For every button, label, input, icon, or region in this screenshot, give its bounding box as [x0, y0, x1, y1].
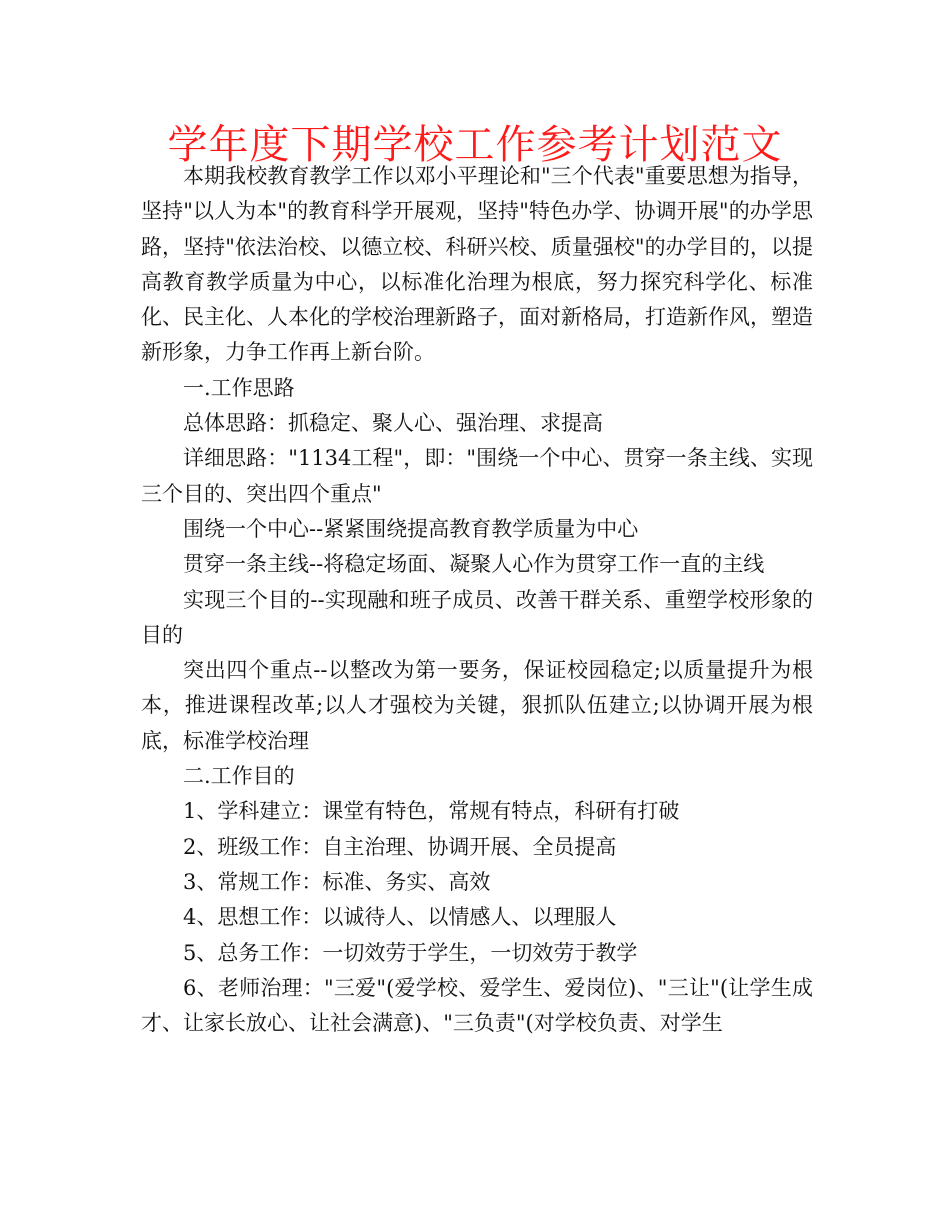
paragraph-one-mainline: 贯穿一条主线--将稳定场面、凝聚人心作为贯穿工作一直的主线 [183, 552, 765, 577]
paragraph-four-focuses: 突出四个重点--以整改为第一要务，保证校园稳定;以质量提升为根本，推进课程改革;以人才强校为关键，狠抓队伍建立;以协调开展为根底，标准学校治理 [141, 658, 813, 753]
list-item-class-work: 2、班级工作：自主治理、协调开展、全员提高 [183, 834, 617, 859]
document-body [141, 159, 813, 1041]
document-title: 学年度下期学校工作参考计划范文 [167, 122, 783, 168]
paragraph-overall-ideas: 总体思路：抓稳定、聚人心、强治理、求提高 [183, 411, 603, 436]
list-item-subject-building: 1、学科建立：课堂有特色，常规有特点，科研有打破 [183, 799, 680, 824]
paragraph-three-goals: 实现三个目的--实现融和班子成员、改善干群关系、重塑学校形象的目的 [141, 587, 813, 647]
list-item-general-affairs: 5、总务工作：一切效劳于学生，一切效劳于教学 [183, 940, 638, 965]
list-item-ideological-work: 4、思想工作：以诚待人、以情感人、以理服人 [183, 905, 617, 930]
list-item-routine-work: 3、常规工作：标准、务实、高效 [183, 869, 491, 894]
list-item-teacher-management: 6、老师治理："三爱"(爱学校、爱学生、爱岗位)、"三让"(让学生成才、让家长放心、让社会满意)、"三负责"(对学校负责、对学生 [141, 975, 813, 1036]
paragraph-detailed-ideas: 详细思路："1134工程"，即："围绕一个中心、贯穿一条主线、实现三个目的、突出四个重点" [141, 446, 813, 506]
paragraph-one-center: 围绕一个中心--紧紧围绕提高教育教学质量为中心 [183, 516, 639, 541]
section-heading-work-goals: 二.工作目的 [183, 764, 295, 789]
section-heading-work-ideas: 一.工作思路 [183, 375, 295, 400]
paragraph-intro: 本期我校教育教学工作以邓小平理论和"三个代表"重要思想为指导，坚持"以人为本"的教育科学开展观，坚持"特色办学、协调开展"的办学思路，坚持"依法治校、以德立校、科研兴校、质量强校"的办学目的，以提高教育教学质量为中心，以标准化治理为根底，努力探究科学化、标准化、民主化、人本化的学校治理新路子，面对新格局，打造新作风，塑造新形象，力争工作再上新台阶。 [141, 164, 813, 365]
